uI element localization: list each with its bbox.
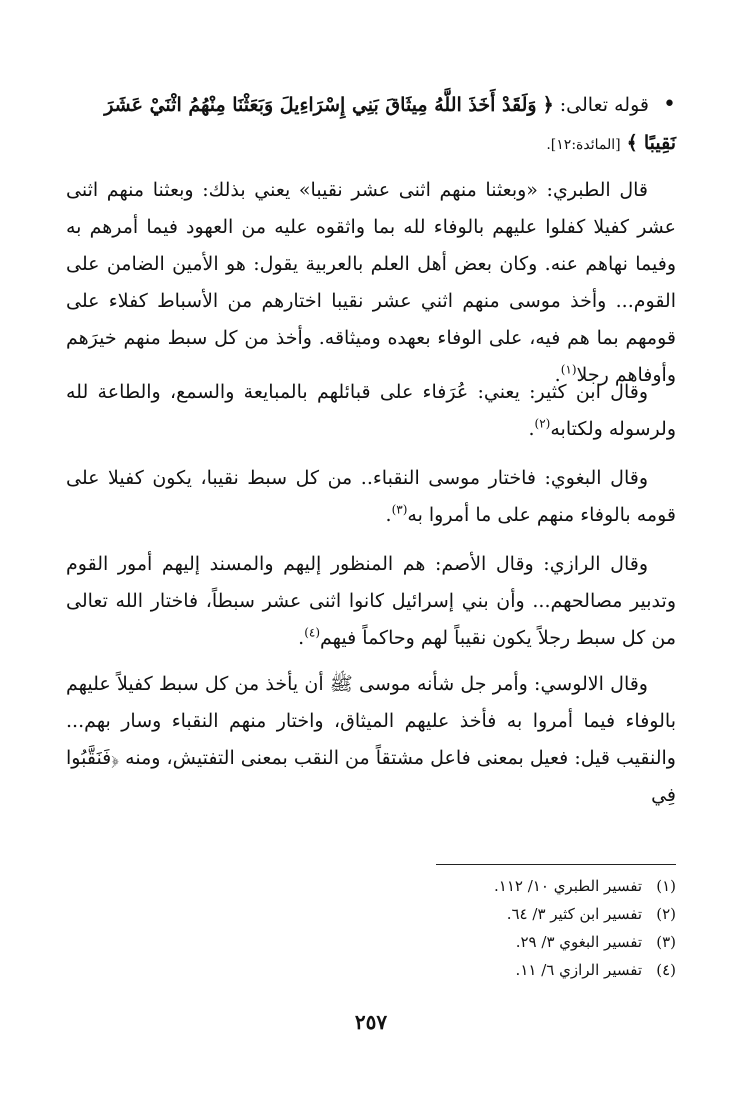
footnote-item: [276, 928, 676, 956]
footnote-number: (١): [656, 877, 676, 895]
footnote-marker: (١): [560, 362, 577, 377]
paragraph-razi: وقال الرازي: وقال الأصم: هم المنظور إليهم والمسند إليهم أمور القوم وتدبير مصالحهم... وأن بني إسرائيل كانوا اثنى عشر سبطاً، فاختار الله تعالى من كل سبط رجلاً يكون نقيباً لهم وحاكماً فيهم$^{(٤)}$.: [66, 553, 676, 649]
page-number: ٢٥٧: [354, 1010, 388, 1034]
footnote-text: تفسير البغوي ٣/ ٢٩.: [515, 933, 642, 951]
footnote-marker: (٤): [304, 625, 321, 640]
footnote-marker: (٢): [534, 416, 551, 431]
footnote-number: (٤): [656, 961, 676, 979]
paragraph-text: قال الطبري: «وبعثنا منهم اثنى عشر نقيبا» يعني بذلك: وبعثنا منهم اثنى عشر كفيلا كفلوا عليهم بالوفاء لله بما واثقوه عليه من العهود فيما أمرهم به وفيما نهاهم عنه. وكان بعض أهل العلم بالعربية يقول: هو الأمين الضامن على القوم... وأخذ موسى منهم اثني عشر نقيبا اختارهم من الأسباط كفلاء على قومهم بما هم فيه، على الوفاء بعهده وميثاقه. وأخذ من كل سبط منهم خيرَهم وأوفاهم رجلا: [66, 179, 676, 386]
footnote-marker: (٣): [391, 502, 408, 517]
verse-intro: قوله تعالى:: [559, 94, 649, 116]
paragraph-baghawi: وقال البغوي: فاختار موسى النقباء.. من كل سبط نقيبا، يكون كفيلا على قومه بالوفاء منهم على ما أمروا به$^{(٣)}$.: [66, 467, 676, 526]
verse-close-bracket: ﴾: [626, 132, 638, 154]
paragraph-text: وقال ابن كثير: يعني: عُرَفاء على قبائلهم بالمبايعة والسمع، والطاعة لله ولرسوله ولكتابه: [66, 381, 676, 440]
paragraph-alusi: [66, 666, 676, 814]
bullet-dot-icon: •: [663, 92, 676, 117]
verse-open-bracket: ﴿: [542, 94, 554, 116]
paragraph-text: وقال البغوي: فاختار موسى النقباء.. من كل سبط نقيبا، يكون كفيلا على قومه بالوفاء منهم على ما أمروا به: [66, 467, 676, 526]
verse-bullet: [76, 86, 676, 164]
footnote-divider: [436, 864, 676, 865]
footnote-item: [276, 900, 676, 928]
footnote-item: [276, 872, 676, 900]
quran-verse: وَلَقَدْ أَخَذَ اللَّهُ مِيثَاقَ بَنِي إِسْرَاءِيلَ وَبَعَثْنَا مِنْهُمُ اثْنَيْ عَشَرَ نَقِيبًا: [104, 94, 676, 154]
paragraph-text: وقال الرازي: وقال الأصم: هم المنظور إليهم والمسند إليهم أمور القوم وتدبير مصالحهم... وأن بني إسرائيل كانوا اثنى عشر سبطاً، فاختار الله تعالى من كل سبط رجلاً يكون نقيباً لهم وحاكماً فيهم: [66, 553, 676, 649]
footnote-text: تفسير الطبري ١٠/ ١١٢.: [494, 877, 642, 895]
paragraph-tabari: قال الطبري: «وبعثنا منهم اثنى عشر نقيبا» يعني بذلك: وبعثنا منهم اثنى عشر كفيلا كفلوا عليهم بالوفاء لله بما واثقوه عليه من العهود فيما أمرهم به وفيما نهاهم عنه. وكان بعض أهل العلم بالعربية يقول: هو الأمين الضامن على القوم... وأخذ موسى منهم اثني عشر نقيبا اختارهم من الأسباط كفلاء على قومهم بما هم فيه، على الوفاء بعهده وميثاقه. وأخذ من كل سبط منهم خيرَهم وأوفاهم رجلا$^{(١)}$.: [66, 179, 676, 386]
footnotes: [276, 872, 676, 984]
footnote-text: تفسير الرازي ٦/ ١١.: [515, 961, 642, 979]
footnote-text: تفسير ابن كثير ٣/ ٦٤.: [506, 905, 642, 923]
footnote-number: (٢): [656, 905, 676, 923]
paragraph-text: وقال الالوسي: وأمر جل شأنه موسى ﷺ أن يأخذ من كل سبط كفيلاً عليهم بالوفاء فيما أمروا به فأخذ عليهم الميثاق، واختار منهم النقباء وسار بهم... والنقيب قيل: فعيل بمعنى فاعل مشتقاً من النقب بمعنى التفتيش، ومنه ﴿فَنَقَّبُوا فِي: [66, 673, 676, 806]
footnote-number: (٣): [656, 933, 676, 951]
verse-reference: [المائدة:١٢].: [546, 137, 621, 153]
footnote-item: [276, 956, 676, 984]
paragraph-ibn-kathir: وقال ابن كثير: يعني: عُرَفاء على قبائلهم بالمبايعة والسمع، والطاعة لله ولرسوله ولكتابه$^{(٢)}$.: [66, 381, 676, 440]
